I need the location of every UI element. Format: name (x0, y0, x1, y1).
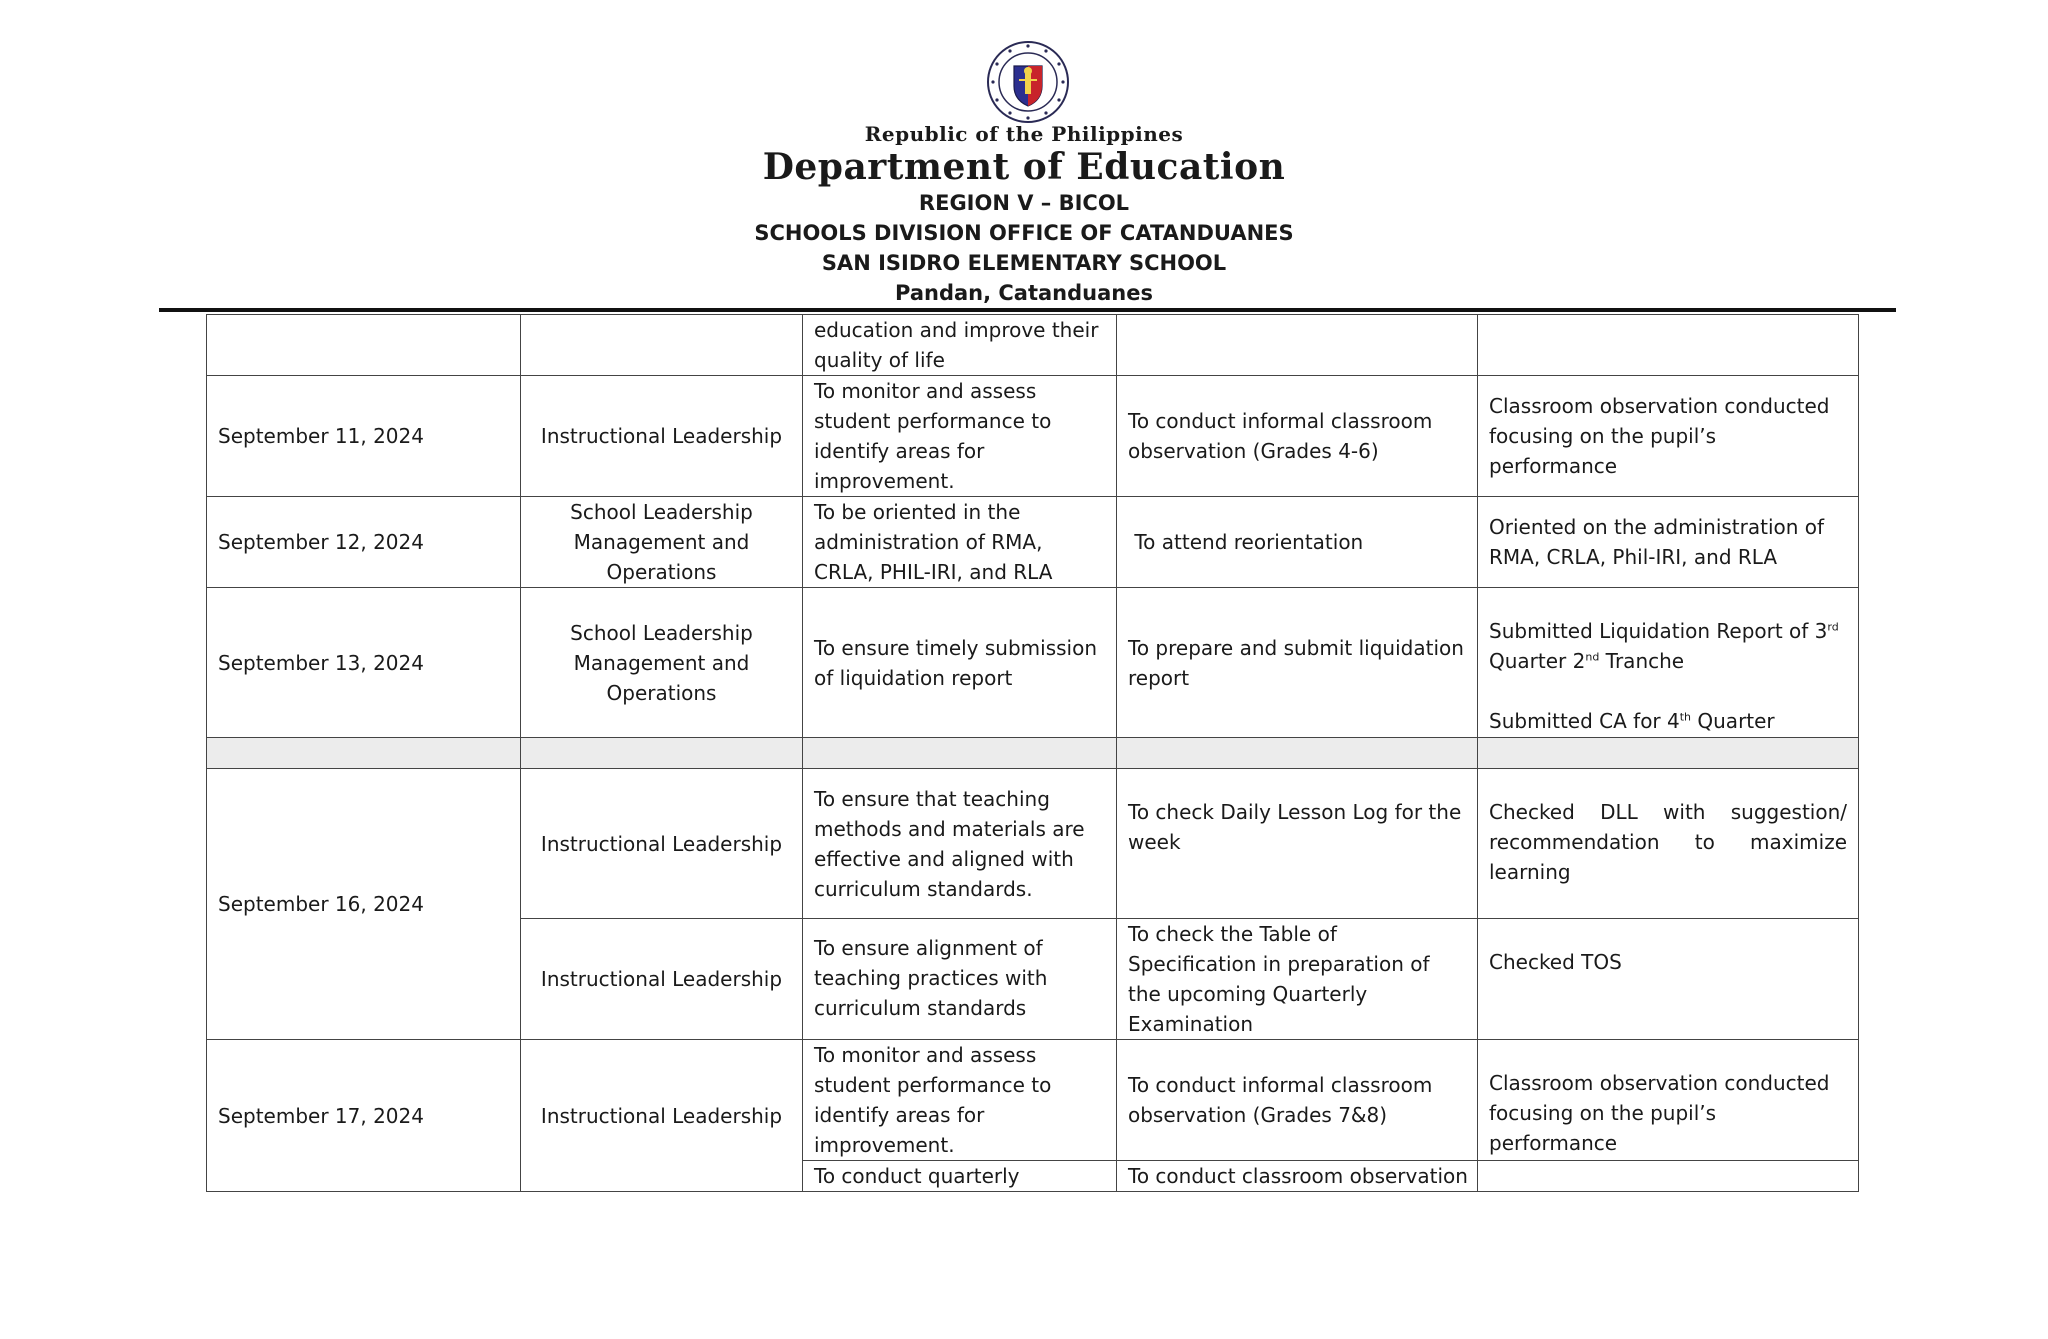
output-text: Submitted Liquidation Report of 3rd Quarter 2nd Tranche (1489, 619, 1839, 673)
table-row (207, 1040, 1859, 1161)
objective-cell: To monitor and assess student performance to identify areas for improvement. (803, 1040, 1117, 1161)
region-line: REGION V – BICOL (918, 191, 1130, 215)
objective-cell: To ensure timely submission of liquidation report (803, 588, 1117, 738)
activity-log-table (206, 314, 1859, 1192)
table-row (207, 315, 1859, 376)
output-cell: Classroom observation conducted focusing on the pupil’s performance (1478, 1040, 1859, 1161)
table-row (207, 769, 1859, 919)
objective-cell: To be oriented in the administration of RMA, CRLA, PHIL-IRI, and RLA (803, 497, 1117, 588)
school-name: SAN ISIDRO ELEMENTARY SCHOOL (821, 251, 1227, 275)
activity-cell (1117, 315, 1478, 376)
department-title: Department of Education (762, 146, 1286, 188)
area-cell: School Leadership Management and Operations (521, 588, 803, 738)
date-cell: September 17, 2024 (207, 1040, 521, 1192)
date-cell: September 11, 2024 (207, 376, 521, 497)
area-cell: Instructional Leadership (521, 919, 803, 1040)
area-cell: Instructional Leadership (521, 1040, 803, 1192)
date-cell: September 12, 2024 (207, 497, 521, 588)
output-cell: Oriented on the administration of RMA, CRLA, Phil-IRI, and RLA (1478, 497, 1859, 588)
output-cell: Checked DLL with suggestion/ recommendation to maximize learning (1478, 769, 1859, 919)
deped-seal-logo (986, 40, 1070, 124)
objective-cell: To ensure alignment of teaching practices with curriculum standards (803, 919, 1117, 1040)
output-cell (1478, 588, 1859, 738)
letterhead (0, 118, 2048, 308)
table-row (207, 497, 1859, 588)
activity-cell: To check Daily Lesson Log for the week (1117, 769, 1478, 919)
output-cell: Checked TOS (1478, 919, 1859, 1040)
area-cell: Instructional Leadership (521, 769, 803, 919)
date-cell: September 13, 2024 (207, 588, 521, 738)
activity-cell: To prepare and submit liquidation report (1117, 588, 1478, 738)
table-row (207, 588, 1859, 738)
activity-cell: To conduct informal classroom observation (Grades 7&8) (1117, 1040, 1478, 1161)
objective-cell: To ensure that teaching methods and materials are effective and aligned with curriculum standards. (803, 769, 1117, 919)
table-row-separator (207, 738, 1859, 769)
republic-line: Republic of the Philippines (864, 122, 1184, 146)
output-cell: Classroom observation conducted focusing on the pupil’s performance (1478, 376, 1859, 497)
activity-cell: To check the Table of Specification in preparation of the upcoming Quarterly Examination (1117, 919, 1478, 1040)
division-line: SCHOOLS DIVISION OFFICE OF CATANDUANES (754, 221, 1294, 245)
area-cell: School Leadership Management and Operations (521, 497, 803, 588)
table-row (207, 376, 1859, 497)
header-divider (159, 308, 1896, 312)
area-cell (521, 315, 803, 376)
school-location: Pandan, Catanduanes (895, 281, 1153, 305)
objective-cell: To conduct quarterly (803, 1161, 1117, 1192)
activity-cell: To attend reorientation (1117, 497, 1478, 588)
date-cell (207, 315, 521, 376)
date-cell: September 16, 2024 (207, 769, 521, 1040)
objective-cell: To monitor and assess student performance to identify areas for improvement. (803, 376, 1117, 497)
output-cell (1478, 1161, 1859, 1192)
output-cell (1478, 315, 1859, 376)
activity-cell: To conduct informal classroom observation (Grades 4-6) (1117, 376, 1478, 497)
area-cell: Instructional Leadership (521, 376, 803, 497)
output-text: Submitted CA for 4th Quarter (1489, 709, 1775, 733)
objective-cell: education and improve their quality of life (803, 315, 1117, 376)
activity-cell: To conduct classroom observation (1117, 1161, 1478, 1192)
